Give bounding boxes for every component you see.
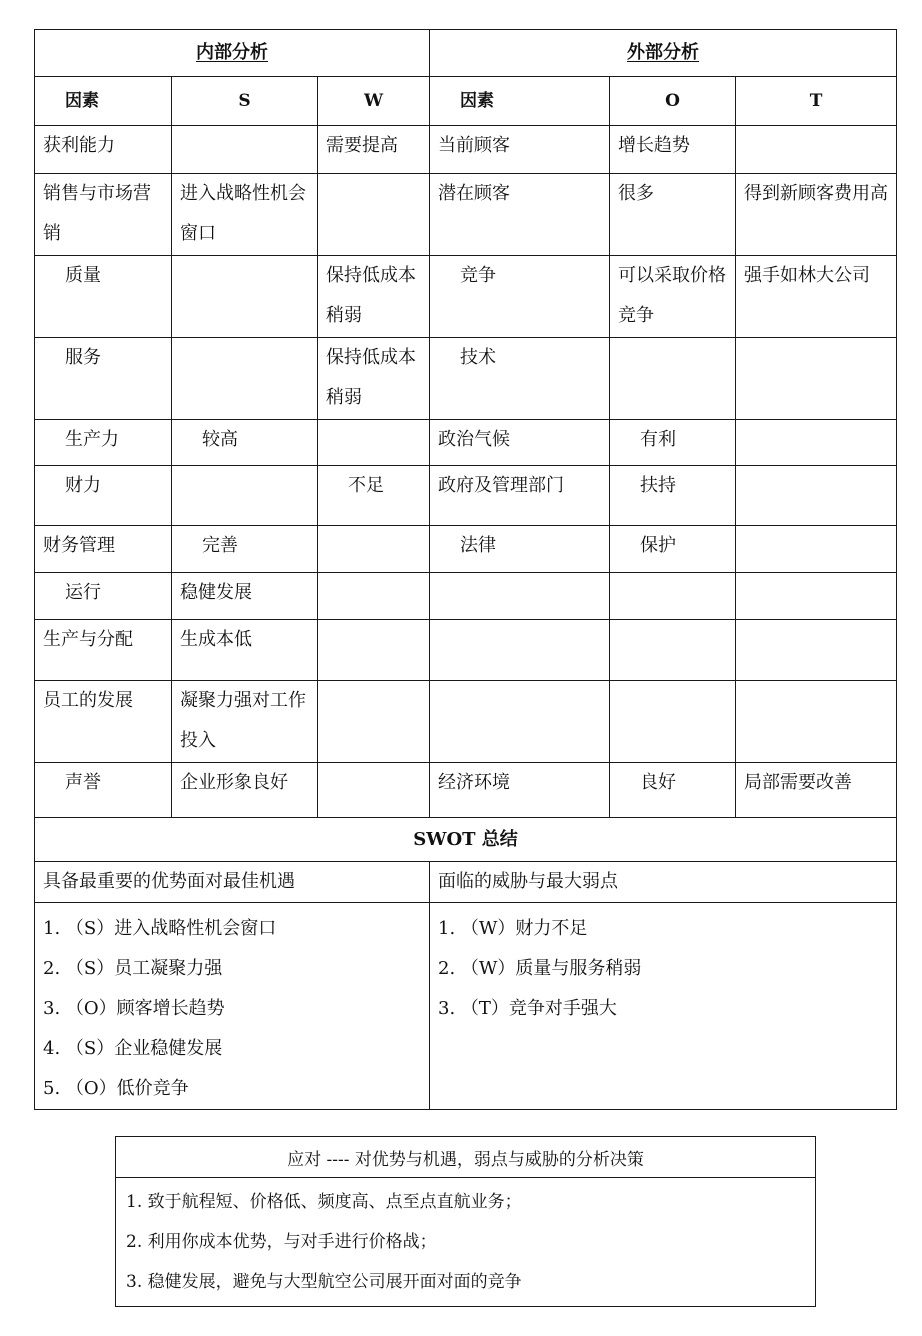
list-item: 1. （W）财力不足 <box>438 918 588 939</box>
ext-factor-cell: 经济环境 <box>430 763 610 818</box>
s-cell: 生成本低 <box>172 620 318 681</box>
s-cell: 稳健发展 <box>172 573 318 620</box>
threats-weaknesses-heading: 面临的威胁与最大弱点 <box>430 862 897 903</box>
o-cell: 保护 <box>610 526 736 573</box>
ext-factor-cell <box>430 573 610 620</box>
header-o: O <box>610 77 736 126</box>
s-cell: 完善 <box>172 526 318 573</box>
ext-factor-cell: 技术 <box>430 338 610 420</box>
header-s: S <box>172 77 318 126</box>
table-row <box>35 466 897 526</box>
response-title: 应对 ---- 对优势与机遇，弱点与威胁的分析决策 <box>116 1137 816 1178</box>
w-cell <box>318 573 430 620</box>
o-cell <box>610 573 736 620</box>
t-cell: 得到新顾客费用高 <box>736 174 897 256</box>
t-cell <box>736 573 897 620</box>
o-cell: 很多 <box>610 174 736 256</box>
ext-factor-cell: 政府及管理部门 <box>430 466 610 526</box>
ext-factor-cell: 政治气候 <box>430 420 610 466</box>
factor-cell: 财力 <box>35 466 172 526</box>
t-cell <box>736 338 897 420</box>
factor-cell: 生产与分配 <box>35 620 172 681</box>
factor-cell: 服务 <box>35 338 172 420</box>
table-row <box>35 526 897 573</box>
table-row <box>35 338 897 420</box>
w-cell: 不足 <box>318 466 430 526</box>
s-cell <box>172 466 318 526</box>
strengths-opportunities-list <box>35 903 430 1110</box>
w-cell <box>318 174 430 256</box>
list-item: 3. 稳健发展，避免与大型航空公司展开面对面的竞争 <box>126 1272 522 1292</box>
external-analysis-title: 外部分析 <box>430 30 897 77</box>
table-row <box>35 573 897 620</box>
s-cell <box>172 256 318 338</box>
s-cell <box>172 338 318 420</box>
w-cell: 保持低成本稍弱 <box>318 338 430 420</box>
threats-weaknesses-list <box>430 903 897 1110</box>
list-item: 3. （T）竞争对手强大 <box>438 998 617 1019</box>
factor-cell: 销售与市场营销 <box>35 174 172 256</box>
w-cell <box>318 420 430 466</box>
t-cell <box>736 681 897 763</box>
ext-factor-cell: 当前顾客 <box>430 126 610 174</box>
w-cell <box>318 763 430 818</box>
list-item: 2. （S）员工凝聚力强 <box>43 958 223 979</box>
t-cell: 局部需要改善 <box>736 763 897 818</box>
header-t: T <box>736 77 897 126</box>
response-list <box>116 1178 816 1307</box>
table-row <box>35 174 897 256</box>
ext-factor-cell: 潜在顾客 <box>430 174 610 256</box>
t-cell <box>736 126 897 174</box>
w-cell <box>318 526 430 573</box>
header-factor: 因素 <box>35 77 172 126</box>
swot-table <box>34 29 897 1110</box>
list-item: 4. （S）企业稳健发展 <box>43 1038 223 1059</box>
table-row <box>35 763 897 818</box>
o-cell: 扶持 <box>610 466 736 526</box>
swot-summary-title: SWOT 总结 <box>35 818 897 862</box>
t-cell: 强手如林大公司 <box>736 256 897 338</box>
s-cell <box>172 126 318 174</box>
o-cell <box>610 620 736 681</box>
factor-cell: 获利能力 <box>35 126 172 174</box>
o-cell: 有利 <box>610 420 736 466</box>
o-cell: 良好 <box>610 763 736 818</box>
s-cell: 企业形象良好 <box>172 763 318 818</box>
header-w: W <box>318 77 430 126</box>
internal-analysis-title: 内部分析 <box>35 30 430 77</box>
w-cell: 保持低成本稍弱 <box>318 256 430 338</box>
t-cell <box>736 466 897 526</box>
table-row <box>35 620 897 681</box>
header-ext-factor: 因素 <box>430 77 610 126</box>
ext-factor-cell <box>430 620 610 681</box>
o-cell: 增长趋势 <box>610 126 736 174</box>
factor-cell: 员工的发展 <box>35 681 172 763</box>
list-item: 3. （O）顾客增长趋势 <box>43 998 225 1019</box>
t-cell <box>736 420 897 466</box>
strengths-opportunities-heading: 具备最重要的优势面对最佳机遇 <box>35 862 430 903</box>
factor-cell: 质量 <box>35 256 172 338</box>
s-cell: 进入战略性机会窗口 <box>172 174 318 256</box>
o-cell: 可以采取价格竞争 <box>610 256 736 338</box>
list-item: 2. （W）质量与服务稍弱 <box>438 958 642 979</box>
t-cell <box>736 526 897 573</box>
list-item: 1. 致于航程短、价格低、频度高、点至点直航业务； <box>126 1192 522 1212</box>
s-cell: 凝聚力强对工作投入 <box>172 681 318 763</box>
factor-cell: 生产力 <box>35 420 172 466</box>
t-cell <box>736 620 897 681</box>
w-cell <box>318 620 430 681</box>
ext-factor-cell <box>430 681 610 763</box>
w-cell: 需要提高 <box>318 126 430 174</box>
factor-cell: 财务管理 <box>35 526 172 573</box>
s-cell: 较高 <box>172 420 318 466</box>
o-cell <box>610 681 736 763</box>
response-table <box>115 1136 816 1307</box>
w-cell <box>318 681 430 763</box>
list-item: 2. 利用你成本优势，与对手进行价格战； <box>126 1232 437 1252</box>
factor-cell: 声誉 <box>35 763 172 818</box>
factor-cell: 运行 <box>35 573 172 620</box>
table-row <box>35 126 897 174</box>
o-cell <box>610 338 736 420</box>
ext-factor-cell: 竞争 <box>430 256 610 338</box>
list-item: 5. （O）低价竞争 <box>43 1078 189 1099</box>
table-row <box>35 256 897 338</box>
table-row <box>35 681 897 763</box>
list-item: 1. （S）进入战略性机会窗口 <box>43 918 277 939</box>
ext-factor-cell: 法律 <box>430 526 610 573</box>
table-row <box>35 420 897 466</box>
